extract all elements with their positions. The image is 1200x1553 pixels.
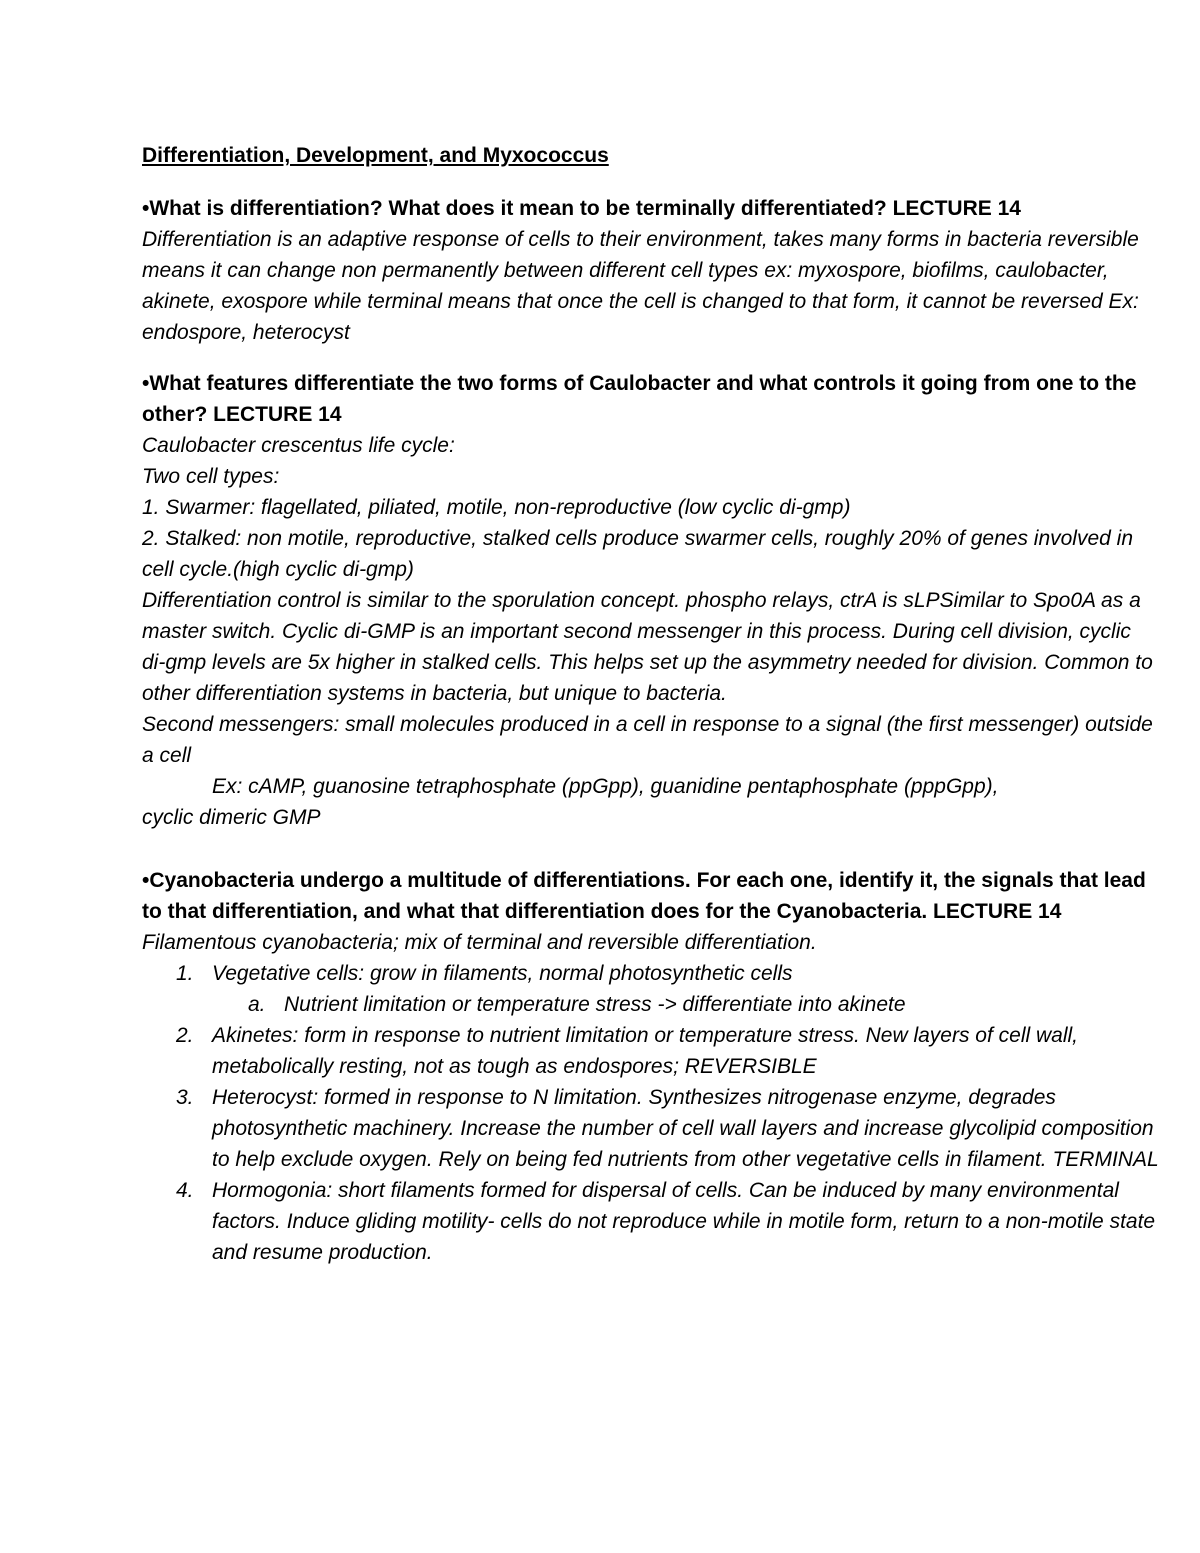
document-page — [142, 140, 1160, 1288]
answer-2-line: 1. Swarmer: flagellated, piliated, motile, non-reproductive (low cyclic di-gmp) — [142, 496, 851, 519]
answer-1: Differentiation is an adaptive response of cells to their environment, takes many forms in bacteria reversible means it can change non permanently between different cell types ex: myxospore, biofilms, caulobacter, akinete, exospore while terminal means that once the cell is changed to that form, it cannot be reversed Ex: endospore, heterocyst — [142, 228, 1139, 344]
list-item — [142, 1175, 1160, 1268]
list-item-text: Akinetes: form in response to nutrient limitation or temperature stress. New layers of cell wall, metabolically resting, not as tough as endospores; REVERSIBLE — [212, 1024, 1079, 1078]
list-item-text: Vegetative cells: grow in filaments, normal photosynthetic cells — [212, 962, 793, 985]
answer-2-example-cont: cyclic dimeric GMP — [142, 806, 321, 829]
list-marker: 4. — [176, 1179, 194, 1202]
list-item-text: Heterocyst: formed in response to N limitation. Synthesizes nitrogenase enzyme, degrades photosynthetic machinery. Increase the number of cell wall layers and increase glycolipid composition to help exclude oxygen. Rely on being fed nutrients from other vegetative cells in filament. TERMINAL — [212, 1086, 1159, 1171]
list-item — [142, 1020, 1160, 1082]
section-caulobacter — [142, 368, 1160, 833]
question-1: •What is differentiation? What does it mean to be terminally differentiated? LECTURE 14 — [142, 197, 1021, 220]
answer-3-intro: Filamentous cyanobacteria; mix of terminal and reversible differentiation. — [142, 931, 817, 954]
list-item-text: Hormogonia: short filaments formed for dispersal of cells. Can be induced by many environmental factors. Induce gliding motility- cells do not reproduce while in motile form, return to a non-motile state and resume production. — [212, 1179, 1156, 1264]
question-3: •Cyanobacteria undergo a multitude of differentiations. For each one, identify it, the signals that lead to that differentiation, and what that differentiation does for the Cyanobacteria. LECTURE 14 — [142, 869, 1146, 923]
sub-list-item — [142, 989, 1160, 1020]
list-marker: 2. — [176, 1024, 194, 1047]
answer-2-line: Second messengers: small molecules produced in a cell in response to a signal (the first messenger) outside a cell — [142, 713, 1153, 767]
sub-list-marker: a. — [248, 993, 266, 1016]
differentiation-list — [142, 958, 1160, 1268]
answer-2-example: Ex: cAMP, guanosine tetraphosphate (ppGpp), guanidine pentaphosphate (pppGpp), — [212, 775, 999, 798]
section-differentiation — [142, 193, 1160, 348]
list-item — [142, 1082, 1160, 1175]
list-item — [142, 958, 1160, 989]
sub-list-item-text: Nutrient limitation or temperature stress -> differentiate into akinete — [284, 993, 906, 1016]
list-marker: 3. — [176, 1086, 194, 1109]
answer-2-line: Differentiation control is similar to the sporulation concept. phospho relays, ctrA is sLPSimilar to Spo0A as a master switch. Cyclic di-GMP is an important second messenger in this process. During cell division, cyclic di-gmp levels are 5x higher in stalked cells. This helps set up the asymmetry needed for division. Common to other differentiation systems in bacteria, but unique to bacteria. — [142, 589, 1153, 705]
answer-2-line: Two cell types: — [142, 465, 280, 488]
answer-2-line: 2. Stalked: non motile, reproductive, stalked cells produce swarmer cells, roughly 20% of genes involved in cell cycle.(high cyclic di-gmp) — [142, 527, 1134, 581]
list-marker: 1. — [176, 962, 194, 985]
answer-2-line: Caulobacter crescentus life cycle: — [142, 434, 455, 457]
section-cyanobacteria — [142, 865, 1160, 1268]
document-title: Differentiation, Development, and Myxococcus — [142, 144, 609, 167]
question-2: •What features differentiate the two forms of Caulobacter and what controls it going from one to the other? LECTURE 14 — [142, 372, 1137, 426]
